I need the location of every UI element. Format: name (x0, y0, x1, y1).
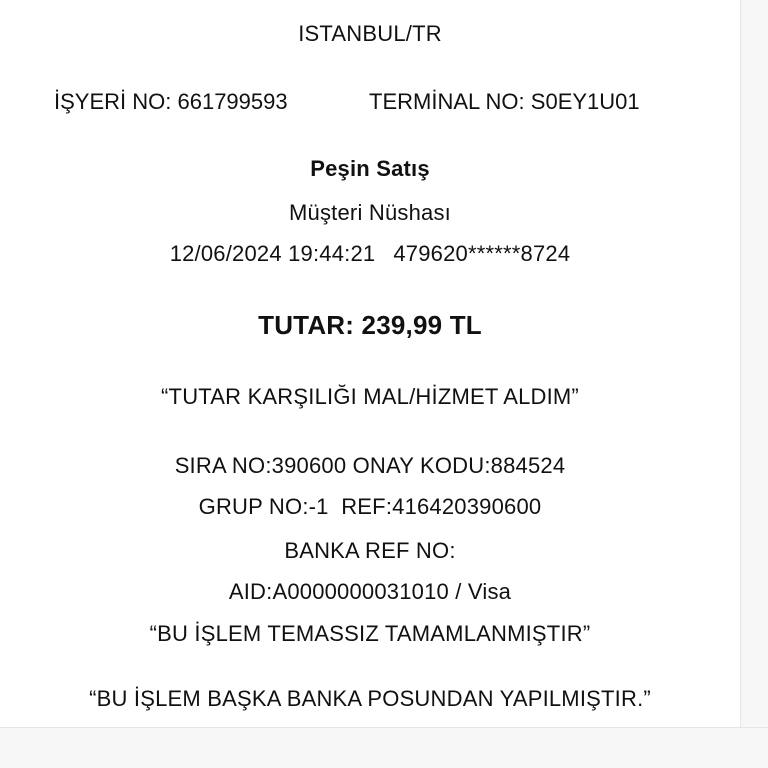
transaction-date: 12/06/2024 (169, 241, 282, 266)
bank-ref-line: BANKA REF NO: (284, 538, 456, 563)
other-bank-note: “BU İŞLEM BAŞKA BANKA POSUNDAN YAPILMIŞTIR.” (89, 686, 651, 711)
date-card-line (0, 240, 740, 268)
copy-label: Müşteri Nüshası (289, 200, 451, 225)
transaction-type: Peşin Satış (310, 156, 430, 181)
transaction-time: 19:44:21 (288, 241, 376, 266)
merchant-number: 661799593 (177, 89, 288, 114)
merchant-label: İŞYERİ NO: (54, 89, 172, 114)
page-edge-right (740, 0, 768, 727)
masked-card-number: 479620******8724 (393, 241, 571, 266)
terminal-id (369, 88, 640, 116)
acknowledgement-line: “TUTAR KARŞILIĞI MAL/HİZMET ALDIM” (161, 384, 579, 409)
terminal-label: TERMİNAL NO: (369, 89, 525, 114)
group-ref-line: GRUP NO:-1 REF:416420390600 (198, 494, 542, 519)
terminal-number: S0EY1U01 (530, 89, 640, 114)
sequence-approval-line: SIRA NO:390600 ONAY KODU:884524 (174, 453, 566, 478)
aid-line: AID:A0000000031010 / Visa (228, 579, 512, 604)
contactless-note: “BU İŞLEM TEMASSIZ TAMAMLANMIŞTIR” (149, 621, 591, 646)
merchant-id (54, 88, 288, 116)
page-edge-bottom (0, 727, 768, 768)
merchant-terminal-row (0, 88, 740, 116)
city-line: ISTANBUL/TR (298, 21, 442, 46)
amount-line: TUTAR: 239,99 TL (258, 310, 482, 340)
